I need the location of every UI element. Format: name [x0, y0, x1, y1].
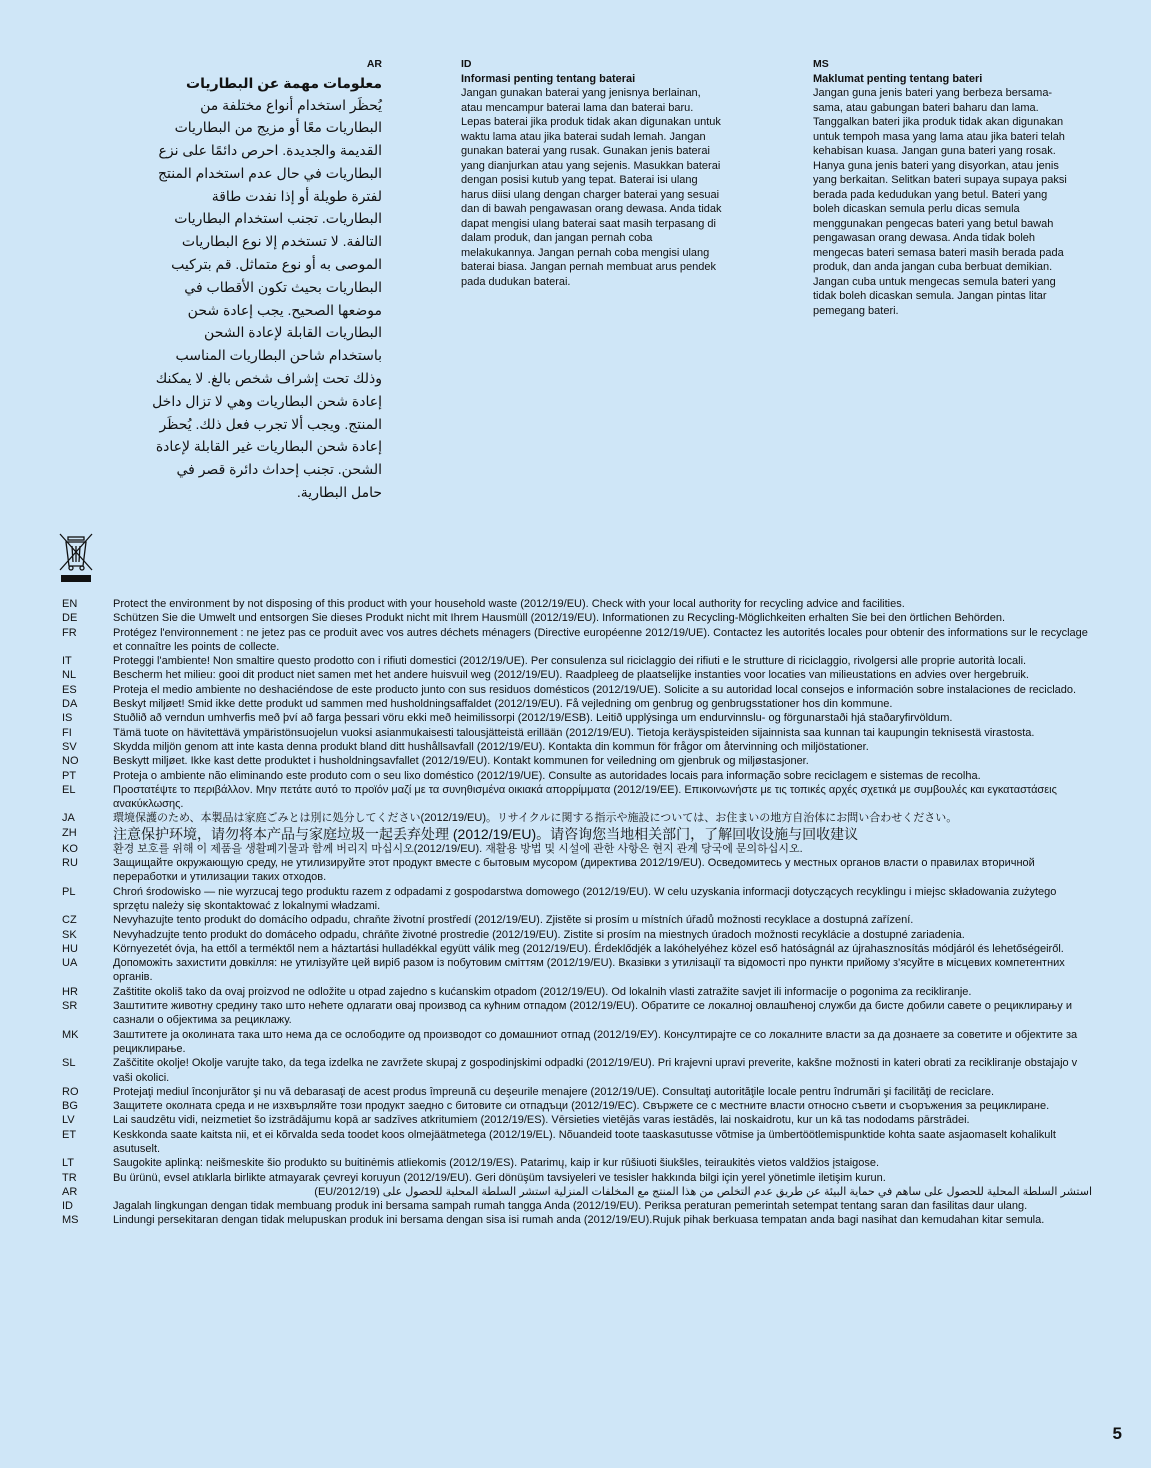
language-row-en [62, 597, 1092, 611]
language-code: UA [62, 957, 78, 970]
language-row-ja [62, 811, 1092, 825]
language-row-hu [62, 942, 1092, 956]
section-code: ID [461, 58, 472, 70]
language-code: IT [62, 655, 72, 668]
language-text: استشر السلطة المحلية للحصول على ساهم في حماية البيئة عن طريق عدم التخلص من هذا المنتج مع المخلفات المنزلية استشر السلطة المحلية للحصول على (2012/19/EU) [314, 1185, 1092, 1198]
language-text: 環境保護のため、本製品は家庭ごみとは別に処分してください(2012/19/EU)。リサイクルに関する指示や施設については、お住まいの地方自治体にお問い合わせください。 [113, 812, 958, 825]
language-text: Заштитите животну средину тако што нећете одлагати овај производ са кућним отпадом (2012/19/EU). Обратите се локалној овлашћеној служби да бисте добили савете о рециклирању и сазнали о објектима за рециклажу. [113, 1000, 1072, 1027]
language-code: EL [62, 783, 76, 796]
language-code: ES [62, 683, 77, 696]
language-row-lt [62, 1156, 1092, 1170]
language-text: Bu ürünü, evsel atıklarla birlikte atmayarak çevreyi koruyun (2012/19/EU). Geri dönüşüm tavsiyeleri ve tesisler hakkında bilgi için yerel yönetimle iletişim kurun. [113, 1171, 886, 1184]
language-row-lv [62, 1113, 1092, 1127]
section-body: Jangan gunakan baterai yang jenisnya berlainan, atau mencampur baterai lama dan baterai baru. Lepas baterai jika produk tidak akan digunakan untuk waktu lama atau jika baterai sudah lemah. Jangan gunakan baterai yang rusak. Gunakan jenis baterai yang dianjurkan atau yang sejenis. Masukkan baterai dengan posisi kutub yang tepat. Baterai isi ulang harus diisi ulang dengan charger baterai yang sesuai dan di bawah pengawasan orang dewasa. Anda tidak dapat mengisi ulang baterai saat masih terpasang di dalam produk, dan jangan pernah coba melakukannya. Jangan pernah coba mengisi ulang baterai biasa. Jangan pernah membuat arus pendek pada dudukan baterai. [461, 87, 722, 288]
section-title: Informasi penting tentang baterai [461, 72, 636, 85]
language-text: Proteja o ambiente não eliminando este produto com o seu lixo doméstico (2012/19/UE). Consulte as autoridades locais para informação sobre reciclagem e sistemas de recolha. [113, 769, 981, 782]
language-text: Заштитете ја околината така што нема да се ослободите од производот со домашниот отпад (2012/19/ЕУ). Консултирајте се со локалните власти за да дознаете за советите и објектите за рециклирање. [113, 1028, 1078, 1055]
language-text: Saugokite aplinką: neišmeskite šio produkto su buitinėmis atliekomis (2012/19/ES). Patarimų, kaip ir kur rūšiuoti šiukšles, teiraukitės vietos valdžios įstaigose. [113, 1157, 880, 1170]
language-row-ru [62, 856, 1092, 885]
language-code: AR [62, 1185, 78, 1198]
language-text: Lai saudzētu vidi, neizmetiet šo izstrādājumu kopā ar sadzīves atkritumiem (2012/19/ES). Vērsieties vietējās varas iestādēs, lai noskaidrotu, kur un kā tas nododams pārstrādei. [113, 1114, 970, 1127]
id-battery-section [461, 57, 723, 289]
language-code: JA [62, 812, 75, 825]
language-text: 환경 보호를 위해 이 제품을 생활폐기물과 함께 버리지 마십시오(2012/19/EU). 재활용 방법 및 시설에 관한 사항은 현지 관계 당국에 문의하십시오. [113, 842, 803, 855]
language-code: NL [62, 669, 77, 682]
language-row-fr [62, 626, 1092, 655]
language-code: SR [62, 1000, 78, 1013]
language-code: DA [62, 698, 78, 711]
page-number: 5 [1112, 1424, 1122, 1443]
language-row-ms [62, 1213, 1092, 1227]
ar-battery-section [150, 57, 382, 504]
language-code: RO [62, 1085, 79, 1098]
language-row-tr [62, 1171, 1092, 1185]
language-code: ET [62, 1128, 77, 1141]
language-text: Protect the environment by not disposing of this product with your household waste (2012/19/EU). Check with your local authority for recycling advice and facilities. [113, 598, 905, 610]
language-row-bg [62, 1099, 1092, 1113]
language-row-sr [62, 999, 1092, 1028]
language-code: HU [62, 942, 78, 955]
language-row-ar [62, 1185, 1092, 1199]
language-text: Защищайте окружающую среду, не утилизируйте этот продукт вместе с бытовым мусором (директива 2012/19/EU). Осведомитесь у местных органов власти о правилах вторичной переработки и утилизации таких отходов. [113, 857, 1035, 884]
language-row-ua [62, 956, 1092, 985]
language-text: Proteggi l'ambiente! Non smaltire questo prodotto con i rifiuti domestici (2012/19/UE). Per consulenza sul riciclaggio dei rifiuti e le strutture di riciclaggio, rivolgersi alle proprie autorità locali. [113, 655, 1027, 668]
language-code: PL [62, 885, 76, 898]
language-row-cz [62, 913, 1092, 927]
language-code: FR [62, 626, 77, 639]
language-code: SV [62, 740, 77, 753]
language-row-zh [62, 826, 1092, 842]
language-code: NO [62, 755, 79, 768]
language-text: Chroń środowisko — nie wyrzucaj tego produktu razem z odpadami z gospodarstwa domowego (2012/19/EU). W celu uzyskania informacji dotyczących recyklingu i miejsc składowania zużytego sprzętu należy się skontaktować z lokalnymi władzami. [113, 885, 1057, 912]
language-row-sv [62, 740, 1092, 754]
language-text: Skydda miljön genom att inte kasta denna produkt bland ditt hushållsavfall (2012/19/EU). Kontakta din kommun för frågor om återvinning och miljöstationer. [113, 740, 869, 753]
language-code: ID [62, 1200, 73, 1213]
language-row-hr [62, 985, 1092, 999]
language-row-et [62, 1128, 1092, 1157]
section-body: يُحظَر استخدام أنواع مختلفة من البطاريات معًا أو مزيج من البطاريات القديمة والجديدة. احرص دائمًا على نزع البطاريات في حال عدم استخدام المنتج لفترة طويلة أو إذا نفدت طاقة البطاريات. تجنب استخدام البطاريات التالفة. لا تستخدم إلا نوع البطاريات الموصى به أو نوع متماثل. قم بتركيب البطاريات بحيث تكون الأقطاب في موضعها الصحيح. يجب إعادة شحن البطاريات القابلة لإعادة الشحن باستخدام شاحن البطاريات المناسب وذلك تحت إشراف شخص بالغ. لا يمكنك إعادة شحن البطاريات وهي لا تزال داخل المنتج. ويجب ألا تجرب فعل ذلك. يُحظَر إعادة شحن البطاريات غير القابلة لإعادة الشحن. تجنب إحداث دائرة قصر في حامل البطارية. [152, 96, 382, 501]
language-row-id [62, 1199, 1092, 1213]
language-row-el [62, 783, 1092, 812]
language-text: Stuðlið að verndun umhverfis með því að farga þessari vöru ekki með heimilissorpi (2012/19/ESB). Leitið upplýsinga um endurvinnslu- og förgunarstaði hjá staðaryfirvöldum. [113, 712, 953, 725]
language-text: Zaštitite okoliš tako da ovaj proizvod ne odložite u otpad zajedno s kućanskim otpadom (2012/19/EU). Od lokalnih vlasti zatražite savjet ili informacije o pogonima za recikliranje. [113, 985, 972, 998]
language-row-mk [62, 1028, 1092, 1057]
language-text: Защитете околната среда и не изхвърляйте този продукт заедно с битовите си отпадъци (2012/19/ЕС). Свържете се с местните власти относно съвети и съоръжения за рециклиране. [113, 1100, 1050, 1113]
language-text: Protejaţi mediul înconjurător şi nu vă debarasaţi de acest produs împreună cu deşeurile menajere (2012/19/UE). Consultaţi autorităţile locale pentru îndrumări şi facilităţi de reciclare. [113, 1085, 995, 1098]
language-row-da [62, 697, 1092, 711]
language-row-is [62, 711, 1092, 725]
language-code: IS [62, 712, 73, 725]
language-code: KO [62, 842, 78, 855]
section-code: MS [813, 58, 829, 70]
language-text: Nevyhazujte tento produkt do domácího odpadu, chraňte životní prostředí (2012/19/EU). Zjistěte si prosím u místních úřadů možnosti recyklace a dostupná zařízení. [113, 914, 914, 927]
section-code: AR [366, 58, 382, 70]
language-code: CZ [62, 914, 77, 927]
language-code: DE [62, 612, 78, 625]
language-row-no [62, 754, 1092, 768]
language-code: LT [62, 1157, 75, 1170]
language-text: Beskyt miljøet! Smid ikke dette produkt ud sammen med husholdningsaffaldet (2012/19/EU). Få vejledning om genbrug og genbrugsstationer hos din kommune. [113, 698, 893, 711]
language-row-pt [62, 769, 1092, 783]
language-text: Környezetét óvja, ha ettől a terméktől nem a háztartási hulladékkal együtt válik meg (2012/19/EU). Érdeklődjék a lakóhelyéhez közel eső hatóságnál az újrahasznosítás módjáról és lehetőségeiről. [113, 942, 1064, 955]
language-text: Bescherm het milieu: gooi dit product niet samen met het andere huisvuil weg (2012/19/EU). Raadpleeg de plaatselijke instanties voor locaties van milieustations en advies over hergebruik. [113, 669, 1029, 682]
language-code: MK [62, 1028, 79, 1041]
section-title: Maklumat penting tentang bateri [813, 72, 983, 85]
language-row-nl [62, 668, 1092, 682]
language-text: Jagalah lingkungan dengan tidak membuang produk ini bersama sampah rumah tangga Anda (2012/19/EU). Periksa peraturan pemerintah setempat tentang saran dan fasilitas daur ulang. [113, 1200, 1028, 1213]
language-code: TR [62, 1171, 77, 1184]
section-body: Jangan guna jenis bateri yang berbeza bersama-sama, atau gabungan bateri baharu dan lama. Tanggalkan bateri jika produk tidak akan digunakan untuk tempoh masa yang lama atau jika bateri telah kehabisan kuasa. Jangan guna bateri yang rosak. Hanya guna jenis bateri yang disyorkan, atau jenis yang berkaitan. Selitkan bateri supaya supaya paksi berada pada kedudukan yang betul. Bateri yang boleh dicaskan semula perlu dicas semula menggunakan pengecas bateri yang betul bawah pengawasan orang dewasa. Anda tidak boleh mengecas bateri semasa bateri masih berada pada produk, dan anda jangan cuba berbuat demikian. Jangan cuba untuk mengecas semula bateri yang tidak boleh dicaskan semula. Jangan pintas litar pemegang bateri. [813, 87, 1067, 317]
language-row-es [62, 683, 1092, 697]
language-text: 注意保护环境，请勿将本产品与家庭垃圾一起丢弃处理 (2012/19/EU)。请咨询您当地相关部门，了解回收设施与回收建议 [113, 825, 859, 842]
language-text: Tämä tuote on hävitettävä ympäristönsuojelun vuoksi asianmukaisesti talousjätteistä erillään (2012/19/EU). Tietoja keräyspisteiden sijainnista saa kunnan tai kaupungin teknisestä virastosta. [113, 726, 1035, 739]
ms-battery-section [813, 57, 1075, 318]
language-code: RU [62, 857, 78, 870]
language-text: Keskkonda saate kaitsta nii, et ei kõrvalda seda toodet koos olmejäätmetega (2012/19/EL). Nõuandeid toote taaskasutusse võtmise ja ümbertöötlemispunktide kohta saate asjaomaselt kohalikult asutuselt. [113, 1128, 1056, 1155]
language-code: BG [62, 1100, 78, 1113]
language-code: SK [62, 928, 77, 941]
language-row-it [62, 654, 1092, 668]
language-code: FI [62, 726, 72, 739]
weee-bin-icon [58, 532, 94, 584]
section-title: معلومات مهمة عن البطاريات [186, 74, 382, 91]
weee-disposal-notice-list [62, 597, 1092, 1228]
language-text: Lindungi persekitaran dengan tidak melupuskan produk ini bersama dengan sisa isi rumah anda (2012/19/EU).Rujuk pihak berkuasa tempatan anda bagi nasihat dan kemudahan kitar semula. [113, 1214, 1045, 1227]
language-text: Proteja el medio ambiente no deshaciéndose de este producto junto con sus residuos domésticos (2012/19/UE). Solicite a su autoridad local consejos e información sobre instalaciones de reciclado. [113, 683, 1077, 696]
language-code: MS [62, 1214, 79, 1227]
language-text: Protégez l'environnement : ne jetez pas ce produit avec vos autres déchets ménagers (Directive européenne 2012/19/UE). Contactez les autorités locales pour obtenir des informations sur le recyclage et connaître les points de collecte. [113, 626, 1088, 653]
language-row-pl [62, 885, 1092, 914]
language-code: LV [62, 1114, 75, 1127]
language-text: Допоможіть захистити довкілля: не утилізуйте цей виріб разом із побутовим сміттям (2012/19/EU). Вказівки з утилізації та відомості про пункти прийому з'ясуйте в місцевих компетентних органів. [113, 957, 1065, 984]
language-row-ro [62, 1085, 1092, 1099]
language-text: Schützen Sie die Umwelt und entsorgen Sie dieses Produkt nicht mit Ihrem Hausmüll (2012/19/EU). Informationen zu Recycling-Möglichkeiten erhalten Sie bei den örtlichen Behörden. [113, 612, 1006, 625]
language-code: ZH [62, 826, 77, 839]
language-code: SL [62, 1057, 76, 1070]
language-text: Zaščitite okolje! Okolje varujte tako, da tega izdelka ne zavržete skupaj z gospodinjskimi odpadki (2012/19/EU). Pri krajevni upravi preverite, kakšne možnosti in kateri obrati za recikliranje obstajajo v vaši okolici. [113, 1057, 1078, 1084]
language-text: Προστατέψτε το περιβάλλον. Μην πετάτε αυτό το προϊόν μαζί με τα συνηθισμένα οικιακά απορρίμματα (2012/19/ΕΕ). Επικοινωνήστε με τις τοπικές αρχές σχετικά με συμβουλές και εγκαταστάσεις ανακύκλωσης. [113, 783, 1057, 811]
language-code: EN [62, 598, 78, 610]
language-text: Nevyhadzujte tento produkt do domáceho odpadu, chráňte životné prostredie (2012/19/EU). Zistite si prosím na miestnych úradoch možnosti recyklácie a dostupné zariadenia. [113, 928, 965, 941]
language-row-sk [62, 928, 1092, 942]
language-row-ko [62, 842, 1092, 856]
language-row-fi [62, 726, 1092, 740]
language-row-de [62, 611, 1092, 625]
language-text: Beskytt miljøet. Ikke kast dette produktet i husholdningsavfallet (2012/19/EU). Kontakt kommunen for veiledning om gjenbruk og miljøstasjoner. [113, 755, 809, 768]
language-row-sl [62, 1056, 1092, 1085]
language-code: HR [62, 985, 78, 998]
language-code: PT [62, 769, 77, 782]
